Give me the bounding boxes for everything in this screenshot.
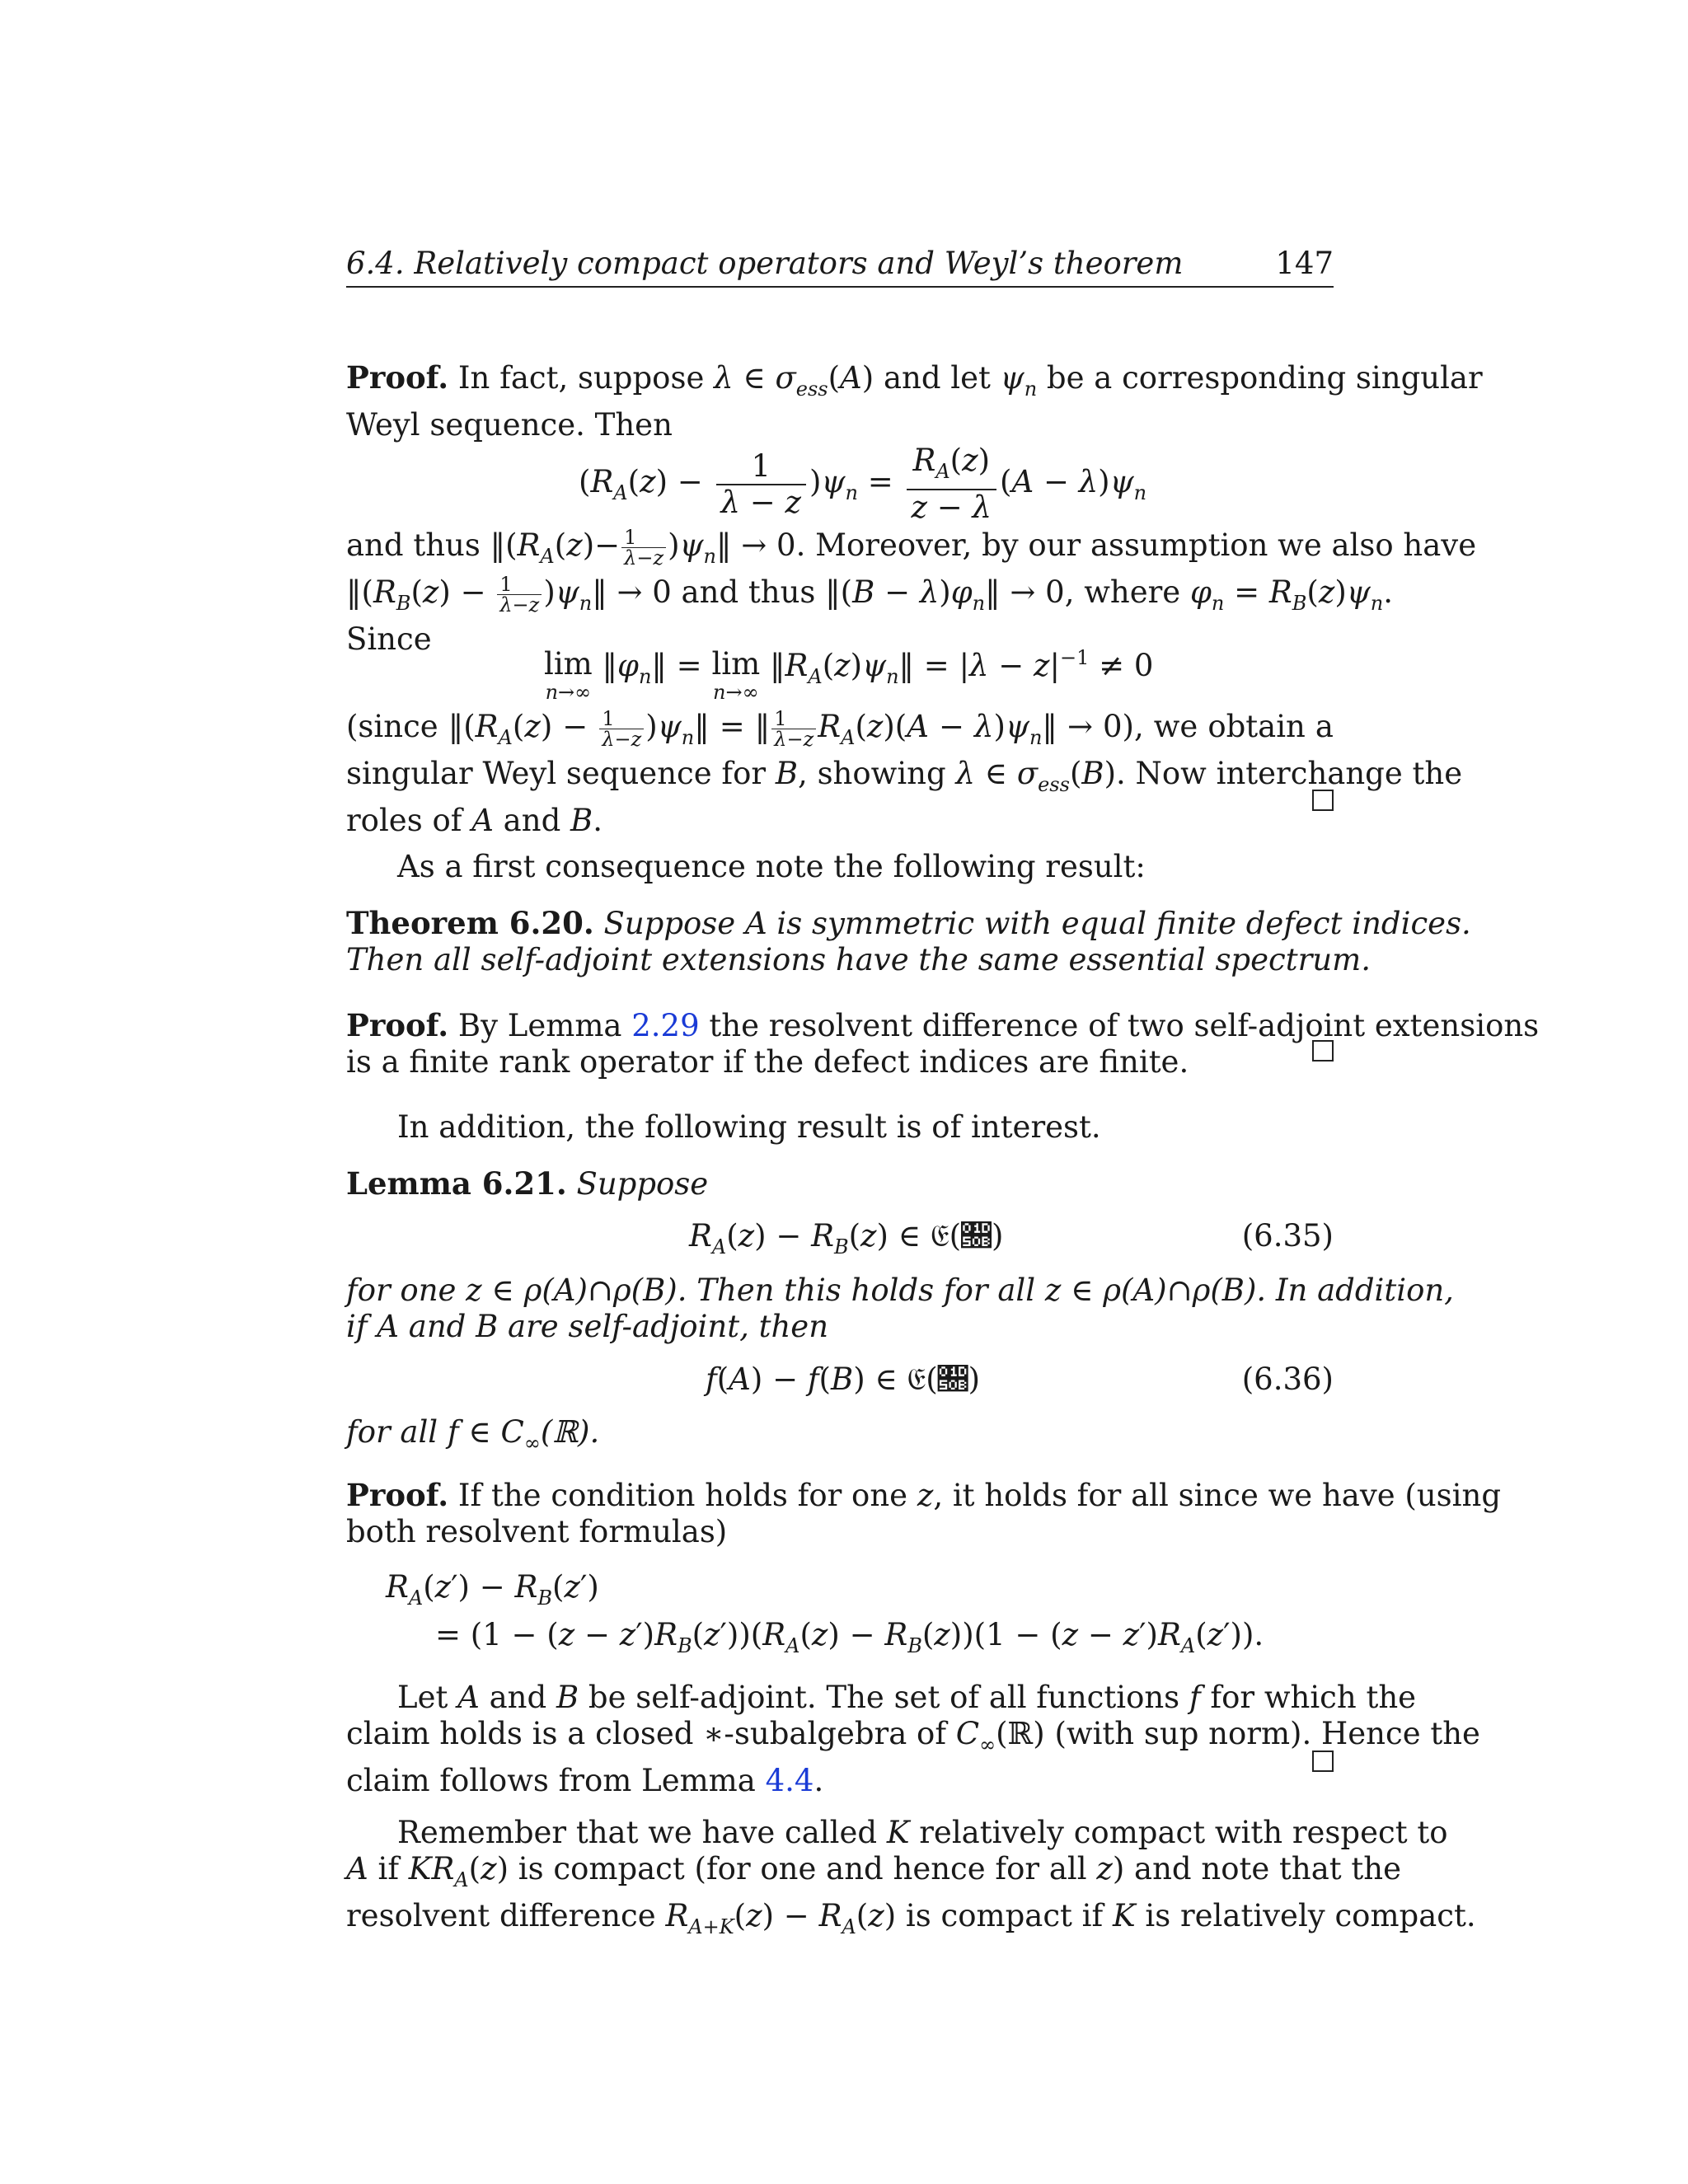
theorem-line-1: Theorem 6.20. Suppose A is symmetric with equal finite defect indices. <box>346 905 1471 941</box>
proof1-continued <box>346 526 1477 658</box>
equation-resolvent-identity: ($R_A(z)$ − $\frac{1}{\lambda - z}$ )$\psi_n$ = $\frac{R_A(z)}{z - \lambda}$ $(A - \lambda)\psi_n$ <box>579 443 1147 525</box>
header-rule <box>346 286 1334 288</box>
paragraph-interest: In addition, the following result is of interest. <box>397 1109 1101 1145</box>
proof1-closing <box>346 707 1463 839</box>
proof1-line-6: (since $‖(R_A(z)$ − $\frac{1}{\lambda-z}$ )$\psi_n‖$ = ‖ $\frac{1}{\lambda-z}$ $R_A(z)(A$ − $\lambda)\psi_n‖ \to 0$), we obtain a <box>346 707 1334 751</box>
proof-label: Proof. <box>346 359 449 396</box>
proof3-line-3: Let A and B be self-adjoint. The set of all functions f for which the <box>397 1680 1417 1715</box>
proof-label: Proof. <box>346 1477 449 1513</box>
proof1-line-1: Proof. In fact, suppose λ ∈ $\sigma_{ess}(A)$ and let $\psi_n$ be a corresponding singular <box>346 359 1483 401</box>
equation-6-35: $R_A(z) - R_B(z)$ ∈ 𝔈(𝔋) <box>689 1218 1004 1258</box>
equation-resolvent-difference-rhs: = $(1 - (z - z')R_B(z'))(R_A(z) - R_B(z))(1 - (z - z')R_A(z'))$. <box>435 1617 1264 1657</box>
equation-limit: lim n→∞ $‖\varphi_n‖ = \lim$ n→∞ $‖R_A(z)\psi_n‖ = |\lambda - z|^{-1} \ne 0$ <box>544 646 1154 704</box>
para3-line-3: resolvent difference $R_{A+K}(z) - R_A(z)$ is compact if K is relatively compact. <box>346 1898 1476 1938</box>
equation-number-6-35: (6.35) <box>1241 1218 1334 1254</box>
proof3-line-4: claim holds is a closed ∗-subalgebra of $C_\infty(ℝ)$ (with sup norm). Hence the <box>346 1716 1480 1756</box>
para3-line-2: A if $KR_A(z)$ is compact (for one and hence for all z) and note that the <box>346 1851 1401 1891</box>
proof1-line-3: and thus $‖(R_A(z)-$ $\frac{1}{\lambda-z}$ )$\psi_n‖ \to 0$. Moreover, by our assumption we also have <box>346 526 1477 569</box>
lemma-6-21-heading: Lemma 6.21. Suppose <box>346 1165 709 1202</box>
proof-paragraph-1 <box>346 359 1483 443</box>
proof1-line-4: $‖(R_B(z)$ − $\frac{1}{\lambda-z}$ )$\psi_n‖ \to 0$ and thus ‖(B − $\lambda)\varphi_n‖ \to 0$, where $\varphi_n = R_B(z)\psi_n$. <box>346 573 1394 616</box>
qed-box <box>1312 1750 1334 1772</box>
lemma-body <box>346 1272 1454 1345</box>
lemma-label: Lemma 6.21. <box>346 1165 567 1202</box>
theorem-6-20 <box>346 905 1471 978</box>
equation-number-6-36: (6.36) <box>1241 1361 1334 1397</box>
proof2-line-2: is a finite rank operator if the defect indices are finite. <box>346 1044 1189 1080</box>
lemma-2-29-link[interactable]: 2.29 <box>631 1008 700 1043</box>
equation-6-36: f(A) − f(B) ∈ 𝔈(𝔋) <box>706 1361 981 1397</box>
paragraph-consequence: As a first consequence note the following result: <box>397 849 1146 884</box>
proof2-line-1: Proof. By Lemma 2.29 the resolvent difference of two self-adjoint extensions <box>346 1007 1540 1043</box>
proof3-continued <box>346 1680 1480 1799</box>
proof-paragraph-3 <box>346 1477 1502 1550</box>
lemma-line-4: for all f ∈ $C_\infty(ℝ)$. <box>346 1414 600 1455</box>
lemma-line-2: for one z ∈ ρ(A)∩ρ(B). Then this holds for all z ∈ ρ(A)∩ρ(B). In addition, <box>346 1272 1454 1308</box>
paragraph-relatively-compact <box>346 1815 1476 1945</box>
proof1-line-7: singular Weyl sequence for B, showing λ ∈ $\sigma_{ess}(B)$. Now interchange the <box>346 756 1463 796</box>
proof-paragraph-2 <box>346 1007 1540 1080</box>
lemma-4-4-link[interactable]: 4.4 <box>765 1763 814 1798</box>
proof-label: Proof. <box>346 1007 449 1043</box>
proof3-line-2: both resolvent formulas) <box>346 1514 728 1549</box>
lemma-line-3: if A and B are self-adjoint, then <box>346 1309 829 1344</box>
qed-box <box>1312 790 1334 811</box>
proof3-line-1: Proof. If the condition holds for one z, it holds for all since we have (using <box>346 1477 1502 1513</box>
proof1-line-8: roles of A and B. <box>346 803 603 838</box>
proof3-line-5: claim follows from Lemma 4.4. <box>346 1763 824 1798</box>
qed-box <box>1312 1040 1334 1062</box>
theorem-label: Theorem 6.20. <box>346 905 594 941</box>
running-header-title: 6.4. Relatively compact operators and Weyl’s theorem <box>346 246 1184 281</box>
proof1-line-5: Since <box>346 621 432 657</box>
theorem-line-2: Then all self-adjoint extensions have the same essential spectrum. <box>346 942 1371 977</box>
para3-line-1: Remember that we have called K relatively compact with respect to <box>397 1815 1448 1850</box>
page-number: 147 <box>1275 246 1334 281</box>
equation-resolvent-difference-lhs: $R_A(z') - R_B(z')$ <box>386 1569 599 1610</box>
proof1-line-2: Weyl sequence. Then <box>346 407 673 443</box>
